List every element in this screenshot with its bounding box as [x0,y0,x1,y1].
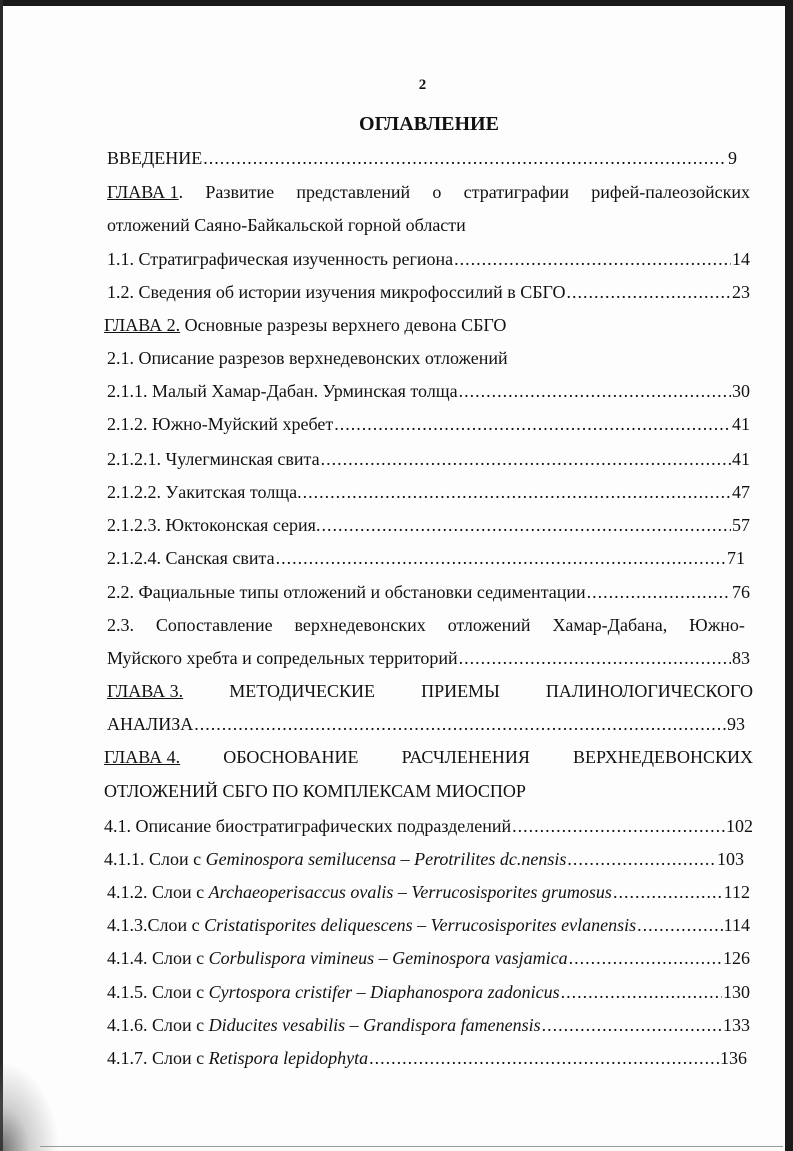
toc-entry-1-2[interactable] [107,281,750,303]
scan-edge-left [0,0,3,1151]
leader-dots [369,1047,719,1069]
entry-number: 4.1.1. Слои с [104,849,206,869]
toc-entry-4-1-6[interactable] [107,1014,750,1036]
leader-dots [303,481,731,503]
heading-word: отложений [447,615,531,635]
toc-entry-label [107,981,560,1003]
leader-dots [567,848,716,870]
toc-page-number: 47 [732,482,750,502]
taxa-names: Cyrtospora cristifer – Diaphanospora zadonicus [208,982,560,1002]
toc-entry-label: 2.1.2.1. Чулегминская свита [107,449,320,469]
toc-entry-label: Муйского хребта и сопредельных территорий [107,648,458,668]
toc-entry-label: 2.1.2.3. Юктоконская серия. [107,515,321,535]
entry-number: 4.1.5. Слои с [107,982,209,1002]
toc-page-number: 93 [727,714,745,734]
toc-page-number: 83 [732,648,750,668]
heading-word: Сопоставление [155,615,273,635]
toc-entry-chapter-4-line1[interactable] [104,746,753,768]
toc-page-number: 114 [723,915,750,935]
toc-entry-label [107,914,636,936]
entry-number: 4.1.7. Слои с [107,1048,209,1068]
toc-entry-label [107,1047,368,1069]
heading-word: МЕТОДИЧЕСКИЕ [229,681,376,701]
leader-dots [512,815,725,837]
page-bottom-rule [40,1146,783,1147]
toc-entry-label: 2.2. Фациальные типы отложений и обстановки седиментации [107,582,586,602]
chapter-3-prefix: ГЛАВА 3. [107,681,184,701]
toc-entry-chapter-4-line2: ОТЛОЖЕНИЙ СБГО ПО КОМПЛЕКСАМ МИОСПОР [104,781,526,801]
heading-word: рифей-палеозойских [591,182,750,202]
leader-dots [454,248,731,270]
toc-entry-label: 2.1.2.2. Уакитская толща. [107,482,302,502]
toc-page-number: 23 [732,282,750,302]
toc-entry-chapter-2[interactable] [104,314,506,336]
leader-dots [276,547,726,569]
toc-entry-4-1[interactable] [104,815,753,837]
page-title: ОГЛАВЛЕНИЕ [359,113,499,135]
leader-dots [569,947,722,969]
toc-page-number: 136 [720,1048,747,1068]
toc-entry-1-1[interactable] [107,248,750,270]
toc-entry-2-1-2[interactable] [107,413,750,435]
toc-entry-label: 1.2. Сведения об истории изучения микрофоссилий в СБГО [107,282,566,302]
chapter-2-heading: Основные разрезы верхнего девона СБГО [180,315,507,335]
toc-entry-2-1-1[interactable] [107,380,750,402]
toc-entry-label: 4.1. Описание биостратиграфических подразделений [104,816,512,836]
toc-entry-label [107,947,568,969]
taxa-names: Retispora lepidophyta [208,1048,369,1068]
chapter-1-heading-start: ГЛАВА 1. [107,182,184,202]
toc-page-number: 130 [723,982,750,1002]
scan-edge-top [0,0,793,6]
heading-word: Развитие [205,182,275,202]
heading-word: о [432,182,442,202]
toc-entry-label: АНАЛИЗА [107,714,194,734]
leader-dots [203,147,727,169]
chapter-1-prefix: ГЛАВА 1 [107,182,179,202]
toc-entry-label: 2.1.2.4. Санская свита [107,548,275,568]
taxa-names: Geminospora semilucensa – Perotrilites dc.nensis [205,849,567,869]
toc-page-number: 30 [732,381,750,401]
toc-entry-2-3-line1[interactable] [107,614,745,636]
chapter-4-prefix: ГЛАВА 4. [104,747,181,767]
heading-word: ВЕРХНЕДЕВОНСКИХ [572,747,753,767]
toc-entry-chapter-1-line2: отложений Саяно-Байкальской горной области [107,215,466,235]
toc-page-number: 41 [732,414,750,434]
toc-entry-label: 2.1.1. Малый Хамар-Дабан. Урминская толща [107,381,458,401]
toc-page-number: 133 [723,1015,750,1035]
entry-number: 4.1.6. Слои с [107,1015,209,1035]
toc-entry-2-1-2-3[interactable] [107,514,750,536]
page-number: 2 [418,77,427,93]
leader-dots [567,281,731,303]
scan-edge-right [785,0,793,1151]
toc-entry-label [107,1014,541,1036]
heading-word: представлений [296,182,411,202]
toc-entry-4-1-5[interactable] [107,981,750,1003]
heading-word: верхнедевонских [294,615,426,635]
entry-number: 4.1.4. Слои с [107,948,209,968]
toc-entry-4-1-2[interactable] [107,881,750,903]
entry-number: 4.1.2. Слои с [107,882,209,902]
toc-entry-chapter-3-line2[interactable] [107,713,745,735]
taxa-names: Diducites vesabilis – Grandispora famenensis [208,1015,541,1035]
toc-page-number: 126 [723,948,750,968]
leader-dots [459,380,731,402]
chapter-2-prefix: ГЛАВА 2. [104,315,181,335]
leader-dots [587,581,731,603]
leader-dots [194,713,726,735]
toc-page-number: 103 [717,849,744,869]
taxa-names: Corbulispora vimineus – Geminospora vasjamica [208,948,568,968]
heading-word: ПАЛИНОЛОГИЧЕСКОГО [545,681,753,701]
taxa-names: Archaeoperisaccus ovalis – Verrucosisporites grumosus [208,882,612,902]
toc-entry-4-1-4[interactable] [107,947,750,969]
leader-dots [321,514,731,536]
toc-entry-2-1-2-4[interactable] [107,547,745,569]
toc-page-number: 14 [732,249,750,269]
leader-dots [459,647,731,669]
toc-page-number: 102 [726,816,753,836]
leader-dots [334,413,731,435]
leader-dots [542,1014,722,1036]
heading-word: Южно- [689,615,745,635]
toc-entry-2-1-2-1[interactable] [107,448,750,470]
heading-word: стратиграфии [463,182,570,202]
toc-entry-2-1[interactable]: 2.1. Описание разрезов верхнедевонских отложений [107,348,508,368]
toc-entry-4-1-1[interactable] [104,848,744,870]
toc-entry-label: 1.1. Стратиграфическая изученность региона [107,249,454,269]
leader-dots [613,881,723,903]
toc-entry-2-2[interactable] [107,581,750,603]
toc-entry-label [107,881,612,903]
toc-page-number: 41 [732,449,750,469]
toc-entry-2-3-line2[interactable] [107,647,750,669]
heading-word: РАСЧЛЕНЕНИЯ [401,747,530,767]
toc-entry-label [104,848,566,870]
scan-shadow [0,1061,60,1151]
leader-dots [637,914,723,936]
toc-entry-2-1-2-2[interactable] [107,481,750,503]
heading-word: ОБОСНОВАНИЕ [223,747,359,767]
heading-word: 2.3. [107,615,134,635]
toc-entry-label: ВВЕДЕНИЕ [107,148,203,168]
toc-entry-4-1-3[interactable] [107,914,750,936]
toc-page-number: 112 [723,882,750,902]
taxa-names: Cristatisporites deliquescens – Verrucosisporites evlanensis [204,915,637,935]
heading-word: ПРИЕМЫ [421,681,500,701]
toc-entry-label: 2.1.2. Южно-Муйский хребет [107,414,334,434]
entry-number: 4.1.3.Слои с [107,915,205,935]
leader-dots [561,981,722,1003]
heading-word: Хамар-Дабана, [552,615,668,635]
toc-entry-4-1-7[interactable] [107,1047,747,1069]
toc-page-number: 76 [732,582,750,602]
toc-page-number: 57 [732,515,750,535]
toc-page-number: 9 [728,148,737,168]
toc-entry-chapter-3-line1[interactable] [107,680,753,702]
toc-page-number: 71 [727,548,745,568]
toc-entry-intro[interactable] [107,147,737,169]
leader-dots [321,448,731,470]
toc-entry-chapter-1-line1[interactable] [107,181,750,203]
